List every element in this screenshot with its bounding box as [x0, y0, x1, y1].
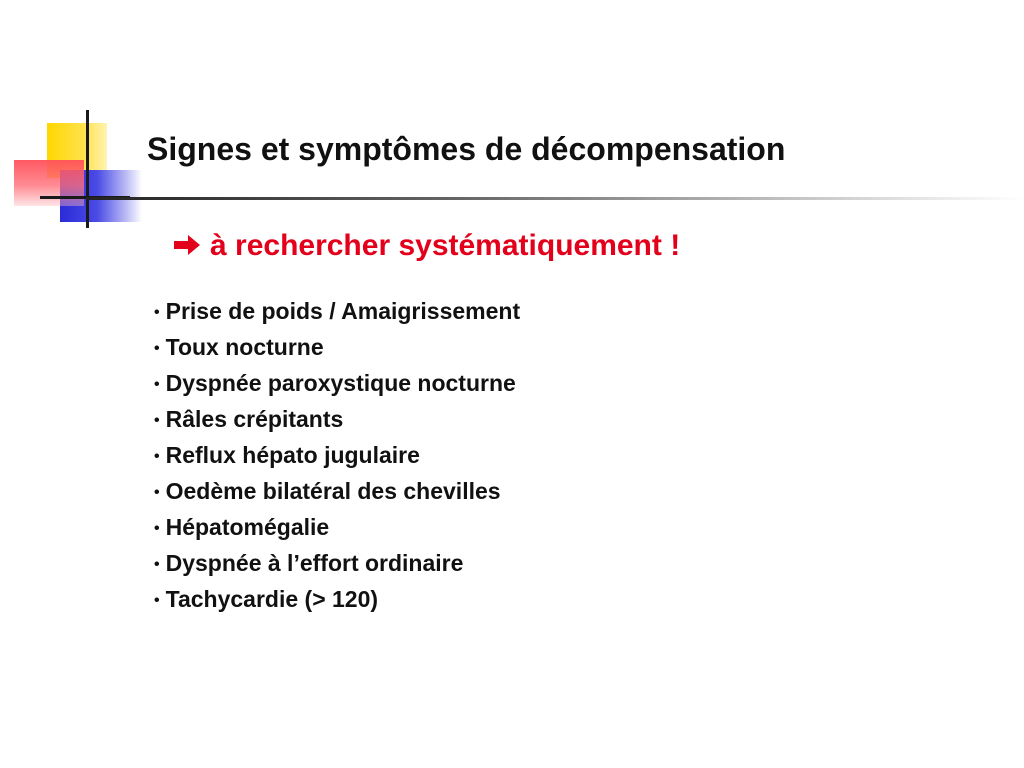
list-item — [154, 366, 520, 402]
list-item-text: Tachycardie (> 120) — [165, 586, 379, 612]
logo-red-square — [14, 160, 84, 206]
bullet-icon: • — [154, 376, 160, 393]
list-item — [154, 474, 520, 510]
list-item-text: Oedème bilatéral des chevilles — [165, 478, 501, 504]
list-item-text: Prise de poids / Amaigrissement — [165, 298, 521, 324]
list-item-text: Reflux hépato jugulaire — [165, 442, 420, 468]
list-item-text: Dyspnée à l’effort ordinaire — [165, 550, 464, 576]
subtitle-text: à rechercher systématiquement ! — [210, 229, 681, 262]
bullet-icon: • — [154, 592, 160, 609]
list-item-text: Râles crépitants — [165, 406, 344, 432]
list-item — [154, 330, 520, 366]
list-item — [154, 510, 520, 546]
list-item — [154, 582, 520, 618]
list-item — [154, 546, 520, 582]
bullet-icon: • — [154, 304, 160, 321]
right-arrow-icon — [172, 230, 202, 264]
bullet-icon: • — [154, 340, 160, 357]
list-item — [154, 438, 520, 474]
bullet-icon: • — [154, 412, 160, 429]
bullet-icon: • — [154, 520, 160, 537]
list-item-text: Hépatomégalie — [165, 514, 330, 540]
bullet-icon: • — [154, 448, 160, 465]
slide-title: Signes et symptômes de décompensation — [147, 131, 786, 167]
list-item — [154, 402, 520, 438]
bullet-icon: • — [154, 484, 160, 501]
bullet-icon: • — [154, 556, 160, 573]
slide-subtitle — [172, 229, 680, 264]
list-item-text: Toux nocturne — [165, 334, 324, 360]
list-item — [154, 294, 520, 330]
symptom-list — [154, 294, 520, 618]
decorative-logo — [0, 0, 160, 240]
list-item-text: Dyspnée paroxystique nocturne — [165, 370, 516, 396]
logo-vertical-line — [86, 110, 89, 228]
title-underline — [86, 197, 1024, 200]
